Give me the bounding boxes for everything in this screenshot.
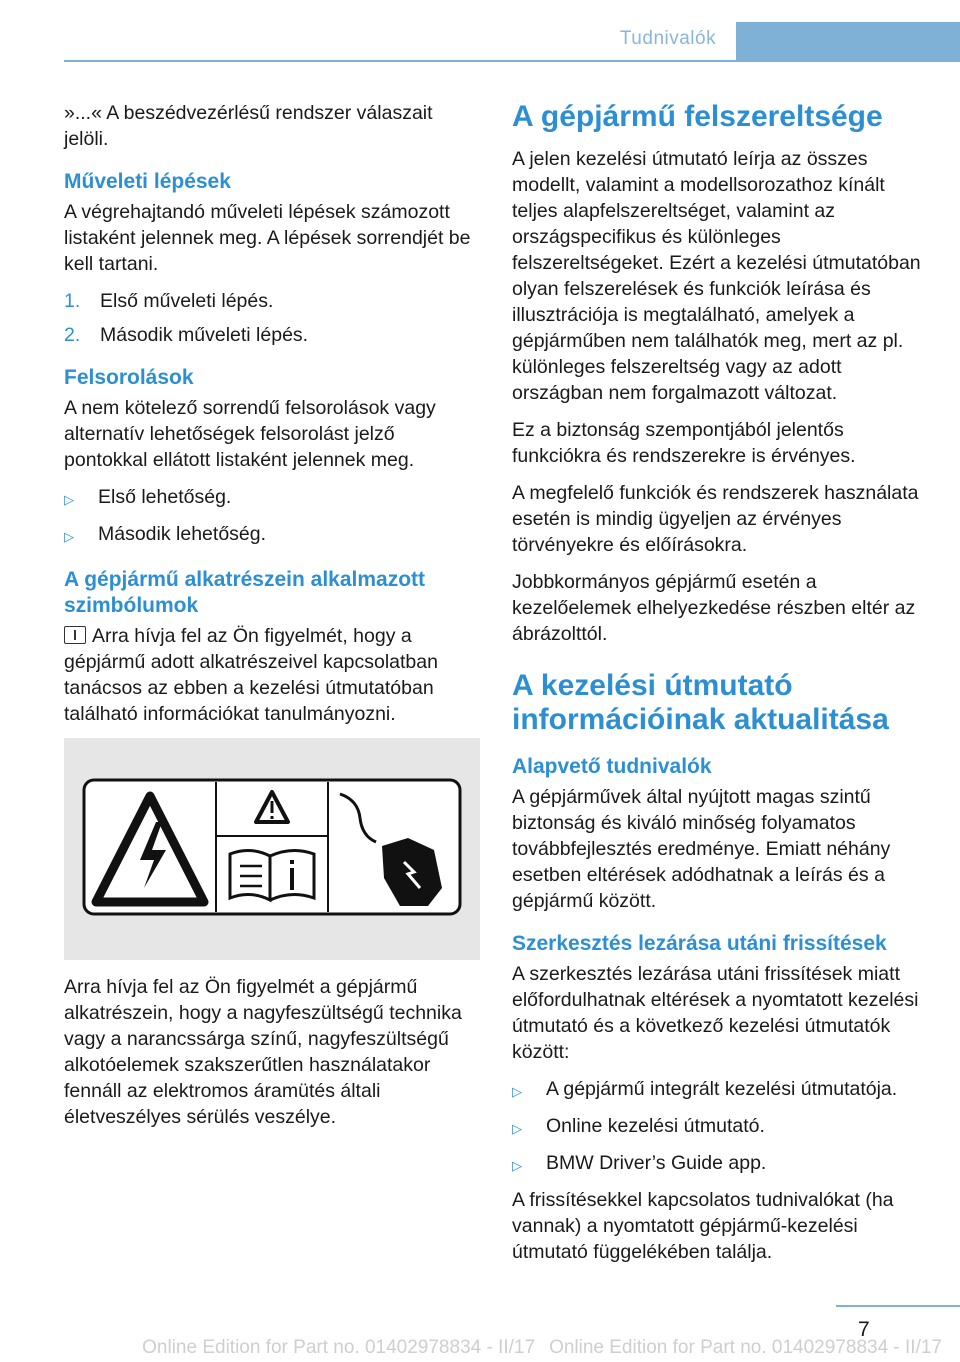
- step-text: Első műveleti lépés.: [100, 290, 274, 312]
- watermark-text: Online Edition for Part no. 01402978834 - II/17: [549, 1337, 942, 1358]
- high-voltage-warning-icon: [64, 738, 480, 960]
- bullet-text: Első lehetőség.: [98, 486, 232, 508]
- bullet-text: Online kezelési útmutató.: [546, 1115, 765, 1137]
- triangle-bullet-icon: ▷: [64, 529, 74, 544]
- header-color-block: [736, 22, 960, 62]
- symbols-text: Arra hívja fel az Ön figyelmét, hogy a gépjármű adott alkatrészeivel kapcsolatban tanácsos az ebben a kezelési útmutatóban található információkat tanulmányozni.: [64, 625, 438, 725]
- steps-paragraph: A végrehajtandó műveleti lépések számozott listaként jelennek meg. A lépések sorrendjét be kell tartani.: [64, 201, 471, 275]
- edit-paragraph: A szerkesztés lezárása utáni frissítések miatt előfordulhatnak eltérések a nyomtatott kezelési útmutató és a következő kezelési útmutatók között:: [512, 963, 919, 1063]
- edit-heading: Szerkesztés lezárása utáni frissítések: [512, 932, 887, 955]
- list-item: [64, 521, 480, 550]
- triangle-bullet-icon: ▷: [512, 1084, 522, 1099]
- list-item: [512, 1150, 928, 1179]
- edition-text: Online Edition for Part no. 01402978834 - II/17: [142, 1337, 536, 1358]
- triangle-bullet-icon: ▷: [512, 1158, 522, 1173]
- right-column: [512, 100, 928, 1276]
- step-text: Második műveleti lépés.: [100, 324, 309, 346]
- list-item: [64, 484, 480, 513]
- intro-paragraph: »...« A beszédvezérlésű rendszer válaszait jelöli.: [64, 102, 433, 150]
- figure-caption: Arra hívja fel az Ön figyelmét a gépjármű alkatrészein, hogy a nagyfeszültségű technika vagy a narancssárga színű, nagyfeszültségű alkotóelemek szakszerűtlen használatakor fennáll az elektromos áramütés általi életveszélyes sérülés veszélye.: [64, 976, 462, 1128]
- bullet-text: BMW Driver’s Guide app.: [546, 1152, 767, 1174]
- list-item: [512, 1113, 928, 1142]
- basics-heading: Alapvető tudnivalók: [512, 755, 712, 778]
- steps-heading: Műveleti lépések: [64, 170, 231, 193]
- info-book-icon: [64, 626, 86, 644]
- step-number: 1.: [64, 290, 81, 312]
- edit-footer-paragraph: A frissítésekkel kapcsolatos tudnivalókat (ha vannak) a nyomtatott gépjármű-kezelési útmutató függelékében találja.: [512, 1189, 894, 1263]
- list-paragraph: A nem kötelező sorrendű felsorolások vagy alternatív lehetőségek felsorolást jelző pontokkal ellátott listaként jelennek meg.: [64, 397, 436, 471]
- list-item: [64, 288, 480, 314]
- list-item: [512, 1076, 928, 1105]
- equipment-paragraph-1: A jelen kezelési útmutató leírja az összes modellt, valamint a modellsorozathoz kínált teljes alapfelszereltséget, valamint az országspecifikus és különleges felszereltségeket. Ezért a kezelési útmutatóban olyan felszerelések és funkciók leírása és illusztrációja is megtalálható, amelyek a gépjárműben nem találhatók meg, mert az pl. különleges felszereltség vagy az adott országban nem forgalmazott változat.: [512, 148, 921, 404]
- basics-paragraph: A gépjárművek által nyújtott magas szintű biztonság és kiváló minőség folyamatos továbbfejlesztés eredménye. Emiatt néhány esetben eltérések adódhatnak a leírás és a gépjármű között.: [512, 786, 891, 912]
- triangle-bullet-icon: ▷: [64, 492, 74, 507]
- step-number: 2.: [64, 324, 81, 346]
- bullet-list: [64, 484, 480, 550]
- equipment-paragraph-3: A megfelelő funkciók és rendszerek használata esetén is mindig ügyeljen az érvényes törvényekre és előírásokra.: [512, 482, 919, 556]
- equipment-paragraph-2: Ez a biztonság szempontjából jelentős funkciókra és rendszerekre is érvényes.: [512, 419, 856, 467]
- edit-bullet-list: [512, 1076, 928, 1179]
- bullet-text: A gépjármű integrált kezelési útmutatója.: [546, 1078, 898, 1100]
- equipment-heading: A gépjármű felszereltsége: [512, 100, 883, 133]
- page-number: 7: [858, 1318, 870, 1341]
- page-number-rule: [836, 1305, 960, 1307]
- footer-edition: [0, 1337, 960, 1359]
- warning-label-figure: [64, 738, 480, 960]
- section-title: Tudnivalók: [619, 28, 717, 49]
- list-item: [64, 322, 480, 348]
- update-heading: A kezelési útmutató információinak aktualitása: [512, 669, 889, 736]
- symbols-paragraph: [64, 623, 480, 727]
- triangle-bullet-icon: ▷: [512, 1121, 522, 1136]
- steps-list: [64, 288, 480, 348]
- left-column: [64, 100, 480, 1141]
- list-heading: Felsorolások: [64, 366, 194, 389]
- symbols-heading: A gépjármű alkatrészein alkalmazott szimbólumok: [64, 568, 426, 617]
- bullet-text: Második lehetőség.: [98, 523, 267, 545]
- equipment-paragraph-4: Jobbkormányos gépjármű esetén a kezelőelemek elhelyezkedése részben eltér az ábrázolttól.: [512, 571, 916, 645]
